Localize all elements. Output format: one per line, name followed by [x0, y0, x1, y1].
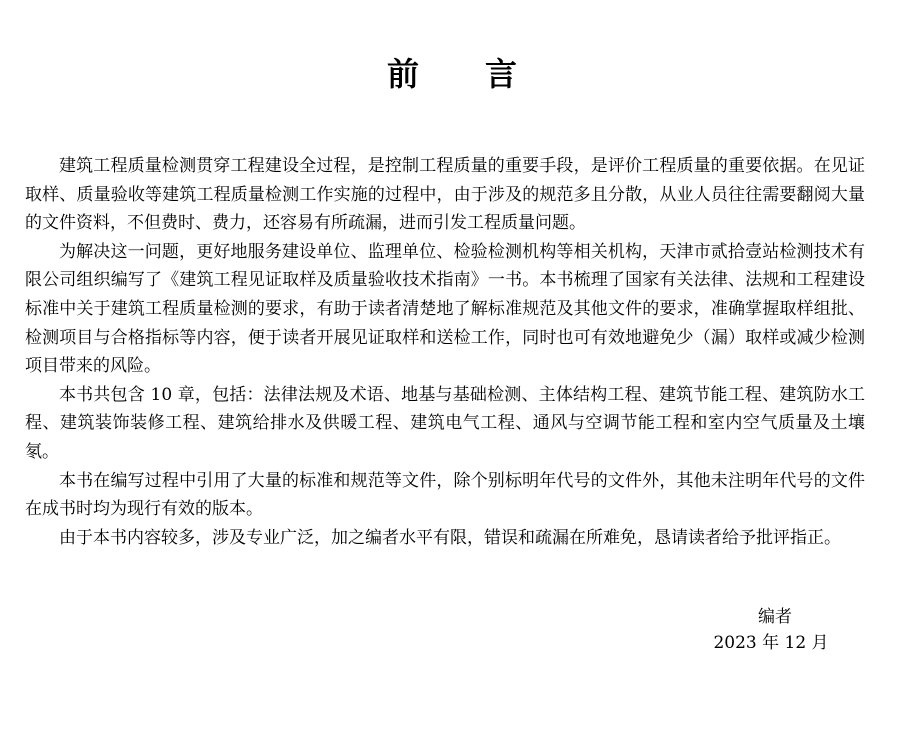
signature-author: 编者 [758, 607, 792, 627]
paragraph-2: 为解决这一问题，更好地服务建设单位、监理单位、检验检测机构等相关机构，天津市贰拾壹站检测技术有限公司组织编写了《建筑工程见证取样及质量验收技术指南》一书。本书梳理了国家有关法律、法规和工程建设标准中关于建筑工程质量检测的要求，有助于读者清楚地了解标准规范及其他文件的要求，准确掌握取样组批、检测项目与合格指标等内容，便于读者开展见证取样和送检工作，同时也可有效地避免少（漏）取样或减少检测项目带来的风险。 [25, 241, 865, 377]
paragraph-5: 由于本书内容较多，涉及专业广泛，加之编者水平有限，错误和疏漏在所难免，恳请读者给予批评指正。 [59, 527, 841, 548]
paragraph-1: 建筑工程质量检测贯穿工程建设全过程，是控制工程质量的重要手段，是评价工程质量的重要依据。在见证取样、质量验收等建筑工程质量检测工作实施的过程中，由于涉及的规范多且分散，从业人员往往需要翻阅大量的文件资料，不但费时、费力，还容易有所疏漏，进而引发工程质量问题。 [25, 156, 865, 234]
preface-body [25, 152, 865, 552]
signature-date: 2023 年 12 月 [713, 633, 829, 653]
paragraph-3: 本书共包含 10 章，包括：法律法规及术语、地基与基础检测、主体结构工程、建筑节能工程、建筑防水工程、建筑装饰装修工程、建筑给排水及供暖工程、建筑电气工程、通风与空调节能工程和室内空气质量及土壤氡。 [25, 384, 865, 462]
signature-block [706, 604, 836, 656]
paragraph-4: 本书在编写过程中引用了大量的标准和规范等文件，除个别标明年代号的文件外，其他未注明年代号的文件在成书时均为现行有效的版本。 [25, 470, 865, 520]
page-title: 前言 [386, 55, 583, 93]
